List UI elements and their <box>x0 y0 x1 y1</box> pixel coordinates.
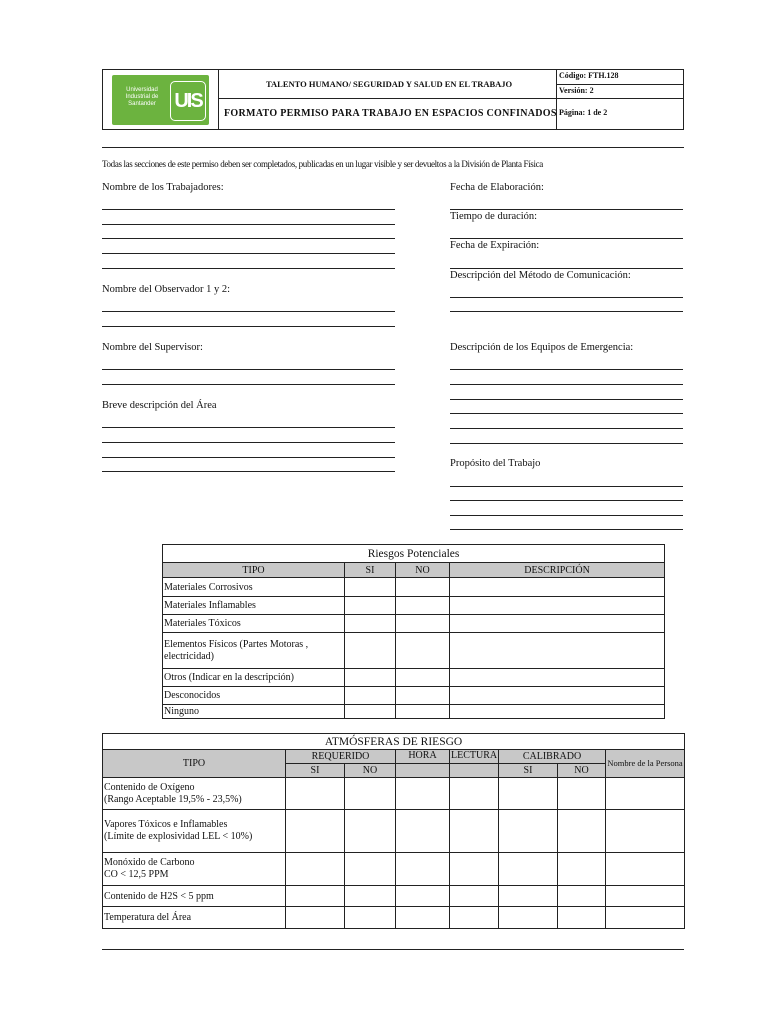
observer-line[interactable] <box>102 311 395 312</box>
table-row <box>163 669 665 687</box>
atm-header-tipo: TIPO <box>103 750 286 778</box>
workers-label: Nombre de los Trabajadores: <box>102 182 224 193</box>
risk-description-cell[interactable] <box>450 669 665 687</box>
department-title: TALENTO HUMANO/ SEGURIDAD Y SALUD EN EL TRABAJO <box>266 79 513 89</box>
atm-cell[interactable] <box>345 886 396 907</box>
risk-no-cell[interactable] <box>396 633 450 669</box>
purpose-line[interactable] <box>450 486 683 487</box>
atm-cell[interactable] <box>396 778 450 810</box>
expiration-date-line[interactable] <box>450 268 683 269</box>
atm-cell[interactable] <box>499 778 558 810</box>
atm-row-line1: Monóxido de Carbono <box>104 857 195 868</box>
atm-cell[interactable] <box>606 778 685 810</box>
university-logo <box>112 75 209 125</box>
elaboration-date-label: Fecha de Elaboración: <box>450 182 544 193</box>
workers-line[interactable] <box>102 253 395 254</box>
risk-si-cell[interactable] <box>345 578 396 597</box>
risk-si-cell[interactable] <box>345 669 396 687</box>
atm-row-label: Contenido de H2S < 5 ppm <box>103 886 286 907</box>
atmospheres-table <box>102 733 685 929</box>
risk-description-cell[interactable] <box>450 687 665 705</box>
atm-cell[interactable] <box>606 810 685 853</box>
atm-row-line2: CO < 12,5 PPM <box>104 869 169 880</box>
atm-row-line1: Vapores Tóxicos e Inflamables <box>104 819 228 830</box>
emergency-line[interactable] <box>450 413 683 414</box>
atm-cell[interactable] <box>286 853 345 886</box>
emergency-line[interactable] <box>450 443 683 444</box>
atm-row-line2: (Rango Aceptable 19,5% - 23,5%) <box>104 793 242 805</box>
risk-type: Elementos Físicos (Partes Motoras , electricidad) <box>163 633 345 669</box>
atm-cell[interactable] <box>558 810 606 853</box>
page-label: Página: 1 de 2 <box>559 108 608 117</box>
risk-description-cell[interactable] <box>450 578 665 597</box>
risk-no-cell[interactable] <box>396 597 450 615</box>
atm-header-lectura: LECTURA <box>450 750 499 764</box>
risks-header-tipo: TIPO <box>163 563 345 578</box>
risk-type: Materiales Tóxicos <box>163 615 345 633</box>
supervisor-line[interactable] <box>102 369 395 370</box>
table-row <box>163 578 665 597</box>
atm-cell[interactable] <box>286 886 345 907</box>
version-label: Versión: 2 <box>559 86 594 95</box>
atm-header-requerido-no: NO <box>345 764 396 778</box>
table-row <box>163 633 665 669</box>
table-row <box>103 778 685 810</box>
atm-row-line1: Contenido de Oxígeno <box>104 781 195 793</box>
risk-no-cell[interactable] <box>396 687 450 705</box>
atm-row-line2: (Límite de explosividad LEL < 10%) <box>104 831 253 842</box>
atmospheres-title: ATMÓSFERAS DE RIESGO <box>103 734 685 750</box>
table-row <box>103 853 685 886</box>
workers-line[interactable] <box>102 268 395 269</box>
atm-cell[interactable] <box>450 886 499 907</box>
risk-si-cell[interactable] <box>345 633 396 669</box>
atm-cell[interactable] <box>345 907 396 929</box>
atm-cell[interactable] <box>450 853 499 886</box>
communication-line[interactable] <box>450 311 683 312</box>
risk-description-cell[interactable] <box>450 615 665 633</box>
risk-description-cell[interactable] <box>450 633 665 669</box>
logo-text: Universidad Industrial de Santander <box>125 87 159 107</box>
table-row <box>163 597 665 615</box>
atm-cell[interactable] <box>345 778 396 810</box>
atm-cell[interactable] <box>558 907 606 929</box>
emergency-line[interactable] <box>450 399 683 400</box>
risk-no-cell[interactable] <box>396 578 450 597</box>
atm-row-label <box>103 810 286 853</box>
atm-cell[interactable] <box>396 907 450 929</box>
emergency-line[interactable] <box>450 428 683 429</box>
purpose-label: Propósito del Trabajo <box>450 458 541 469</box>
atm-cell[interactable] <box>606 853 685 886</box>
atm-cell[interactable] <box>499 886 558 907</box>
elaboration-date-line[interactable] <box>450 209 683 210</box>
duration-label: Tiempo de duración: <box>450 211 538 222</box>
area-line[interactable] <box>102 471 395 472</box>
atm-cell[interactable] <box>558 778 606 810</box>
table-row <box>163 687 665 705</box>
area-line[interactable] <box>102 442 395 443</box>
atm-header-lectura-blank <box>450 764 499 778</box>
instructions: Todas las secciones de este permiso deben ser completados, publicadas en un lugar visible y ser devueltos a la División de Planta Física <box>102 159 543 169</box>
purpose-line[interactable] <box>450 500 683 501</box>
duration-line[interactable] <box>450 238 683 239</box>
observer-label: Nombre del Observador 1 y 2: <box>102 284 231 295</box>
risk-si-cell[interactable] <box>345 705 396 719</box>
table-row <box>163 615 665 633</box>
risks-title: Riesgos Potenciales <box>163 545 665 563</box>
atm-cell[interactable] <box>450 810 499 853</box>
risk-description-cell[interactable] <box>450 705 665 719</box>
atm-cell[interactable] <box>450 778 499 810</box>
risk-no-cell[interactable] <box>396 705 450 719</box>
communication-line[interactable] <box>450 297 683 298</box>
footer-divider <box>102 949 684 950</box>
supervisor-label: Nombre del Supervisor: <box>102 342 203 353</box>
atm-cell[interactable] <box>345 810 396 853</box>
atm-cell[interactable] <box>499 853 558 886</box>
atm-cell[interactable] <box>345 853 396 886</box>
atm-header-requerido-si: SI <box>286 764 345 778</box>
risk-no-cell[interactable] <box>396 615 450 633</box>
atm-cell[interactable] <box>606 907 685 929</box>
risk-si-cell[interactable] <box>345 687 396 705</box>
risks-header-si: SI <box>345 563 396 578</box>
workers-line[interactable] <box>102 238 395 239</box>
risk-si-cell[interactable] <box>345 597 396 615</box>
supervisor-line[interactable] <box>102 384 395 385</box>
expiration-date-label: Fecha de Expiración: <box>450 240 540 251</box>
atm-header-calibrado-no: NO <box>558 764 606 778</box>
risk-type: Materiales Inflamables <box>163 597 345 615</box>
table-row <box>103 907 685 929</box>
atm-cell[interactable] <box>286 778 345 810</box>
atm-cell[interactable] <box>499 907 558 929</box>
atm-cell[interactable] <box>606 886 685 907</box>
risks-header-descripcion: DESCRIPCIÓN <box>450 563 665 578</box>
purpose-line[interactable] <box>450 529 683 530</box>
atm-header-requerido: REQUERIDO <box>286 750 396 764</box>
risk-type: Desconocidos <box>163 687 345 705</box>
divider <box>102 147 684 148</box>
observer-line[interactable] <box>102 326 395 327</box>
table-row <box>103 886 685 907</box>
communication-label: Descripción del Método de Comunicación: <box>450 270 631 281</box>
atm-header-calibrado-si: SI <box>499 764 558 778</box>
risk-type: Materiales Corrosivos <box>163 578 345 597</box>
atm-row-label: Temperatura del Área <box>103 907 286 929</box>
risks-header-no: NO <box>396 563 450 578</box>
atm-cell[interactable] <box>450 907 499 929</box>
area-line[interactable] <box>102 457 395 458</box>
risk-si-cell[interactable] <box>345 615 396 633</box>
area-label: Breve descripción del Área <box>102 400 217 411</box>
risks-table <box>162 544 665 719</box>
atm-cell[interactable] <box>286 907 345 929</box>
risk-no-cell[interactable] <box>396 669 450 687</box>
atm-cell[interactable] <box>396 886 450 907</box>
form-title: FORMATO PERMISO PARA TRABAJO EN ESPACIOS CONFINADOS <box>224 108 557 119</box>
emergency-line[interactable] <box>450 369 683 370</box>
atm-cell[interactable] <box>396 853 450 886</box>
area-line[interactable] <box>102 427 395 428</box>
atm-row-label <box>103 778 286 810</box>
workers-line[interactable] <box>102 209 395 210</box>
atm-cell[interactable] <box>286 810 345 853</box>
code-label: Código: FTH.128 <box>559 71 619 80</box>
atm-row-label <box>103 853 286 886</box>
atm-header-calibrado: CALIBRADO <box>499 750 606 764</box>
risk-type: Ninguno <box>163 705 345 719</box>
emergency-label: Descripción de los Equipos de Emergencia: <box>450 342 634 353</box>
table-row <box>103 810 685 853</box>
document-header <box>102 69 684 130</box>
atm-cell[interactable] <box>499 810 558 853</box>
atm-cell[interactable] <box>558 853 606 886</box>
purpose-line[interactable] <box>450 515 683 516</box>
atm-header-persona: Nombre de la Persona <box>606 750 685 778</box>
logo-mark: UIS <box>170 81 206 121</box>
atm-cell[interactable] <box>396 810 450 853</box>
emergency-line[interactable] <box>450 384 683 385</box>
atm-cell[interactable] <box>558 886 606 907</box>
table-row <box>163 705 665 719</box>
atm-header-hora-blank <box>396 764 450 778</box>
atm-header-hora: HORA <box>396 750 450 764</box>
workers-line[interactable] <box>102 224 395 225</box>
risk-type: Otros (Indicar en la descripción) <box>163 669 345 687</box>
risk-description-cell[interactable] <box>450 597 665 615</box>
